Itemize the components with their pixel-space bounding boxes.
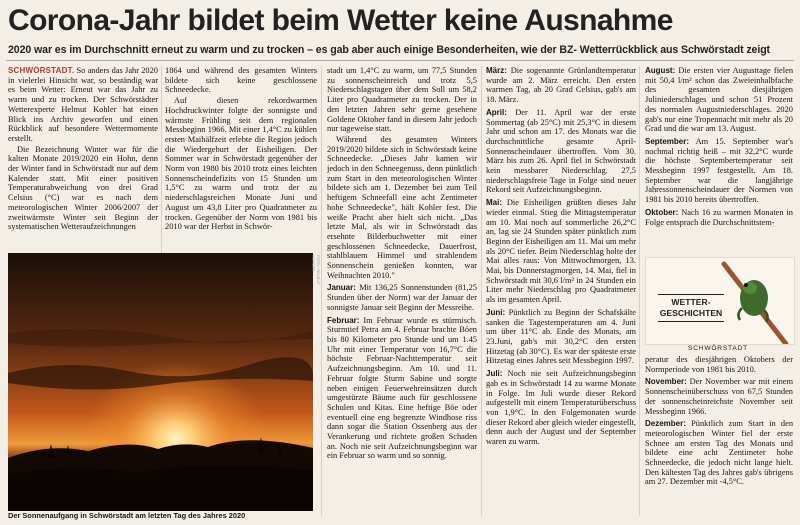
- logo-line: WETTER-: [671, 297, 711, 307]
- paragraph: stadt um 1,4°C zu warm, um 77,5 Stunden zu sonnenscheinreich und trotz 5,5 Niederschlagstagen über dem Soll um 58,2 Liter pro Quadratmeter zu trocken. Der in den letzten Jahren sehr gerne gesehene Goldene Oktober fand in diesem Jahr jedoch nur tageweise statt.: [327, 66, 477, 134]
- month-label: Oktober:: [645, 207, 679, 217]
- winter-paragraph: Die Bezeichnung Winter war für die kalten Monate 2019/2020 ein Hohn, denn der Winter fand in Schwörstadt nur auf dem Kalender statt. Mit einer positiven Temperaturabweichung von drei Grad Celsius (°C) war es nach dem meteorologischen Winter 2006/2007 der zweitwärmste Winter seit Beginn der systematischen Wetteraufzeichnungen: [8, 144, 158, 232]
- month-label: Januar:: [327, 283, 356, 293]
- sunrise-image: [8, 253, 313, 511]
- month-text: Die Eisheiligen grüßten dieses Jahr wieder einmal. Stieg die Mittagstemperatur am 10. Mai noch auf sommerliche 26,2°C an, lag sie 24 Stunden später pünktlich zum Beginn der Eisheiligen am 11. Mai um mehr als 20°C tiefer. Beim Niederschlag holte der Mai alles raus: Von Mittwochmorgen, 13. Mai, bis Donnerstagmorgen, 14. Mai, fiel in Schwörstadt mit 30,6 l/m² in 24 Stunden ein Liter mehr Niederschlag pro Quadratmeter als im gesamten April.: [486, 198, 636, 305]
- article-column-1: [8, 66, 158, 252]
- paragraph: 1864 und während des gesamten Winters bildete sich keine geschlossene Schneedecke.: [165, 66, 317, 95]
- article-column-2: [165, 66, 317, 252]
- month-text: Am 15. September war's nochmal richtig heiß – mit 32,2°C wurde die höchste Septembertemperatur seit Messbeginn 1997 festgestellt. Am 18. September war die langjährige Jahressonnenscheindauer der Normen von 1981 bis 2010 bereits übertroffen.: [645, 136, 793, 205]
- month-label: September:: [645, 136, 690, 146]
- column-divider: [481, 66, 482, 516]
- column-divider: [639, 66, 640, 516]
- month-text: Noch nie seit Aufzeichnungsbeginn gab es in Schwörstadt 14 zu warme Monate in Folge. Im Juli wurde dieser Rekord aufgestellt mit einem Temperaturüberschuss von 1,9°C. In den Folgemonaten wurde dieser Rekord aber gleich wieder eingestellt, denn auch der August und der September waren zu warm.: [486, 369, 636, 447]
- month-label: Juli:: [486, 369, 503, 379]
- month-text: Nach 16 zu warmen Monaten in Folge entsprach die Durchschnittstem-: [645, 207, 793, 227]
- month-text: Die ersten vier Augusttage fielen mit 50,4 l/m² schon das Zweieinhalbfache des gesamten diesjährigen Juliniederschlages und schon 51 Prozent des normalen Augustniederschlages. 2020 gab's nur eine Tropennacht mit mehr als 20 Grad und die war am 13. August.: [645, 66, 793, 134]
- month-label: Juni:: [486, 307, 506, 317]
- logo-location-label: SCHWÖRSTADT: [688, 345, 748, 352]
- paragraph: peratur des diesjährigen Oktobers der Normperiode von 1981 bis 2010.: [645, 355, 793, 374]
- logo-line: GESCHICHTEN: [659, 308, 723, 318]
- month-text: Die sogenannte Grünlandtemperatur wurde am 2. März erreicht. Den ersten warmen Tag, ab 20 Grad Celsius, gab's am 18. März.: [486, 66, 636, 105]
- month-label: August:: [645, 66, 676, 75]
- article-column-5: [645, 66, 793, 256]
- article-column-3: [327, 66, 477, 514]
- subheadline: 2020 war es im Durchschnitt erneut zu warm und zu trocken – es gab aber auch einige Besonderheiten, wie der BZ- Wetterrückblick aus Schwörstadt zeigt: [8, 44, 770, 56]
- month-text: Mit 136,25 Sonnenstunden (81,25 Stunden über der Norm) war der Januar der sonnigste Januar seit Beginn der Messreihe.: [327, 283, 477, 312]
- intro-paragraph: So anders das Jahr 2020 in vielerlei Hinsicht war, so beständig war es beim Wetter: Erneut war das Jahr zu warm und zu trocken. Der Schwörstädter Wetterexperte Helmut Kohler hat einen Blick ins Archiv geworfen und einen Rückblick auf besondere Wettermomente erstellt.: [8, 66, 158, 143]
- sunrise-photo: [8, 253, 313, 511]
- photo-caption: Der Sonnenaufgang in Schwörstadt am letzten Tag des Jahres 2020: [8, 511, 246, 520]
- paragraph: Auf diesen rekordwarmen Hochdruckwinter folgte der sonnigste und wärmste Frühling seit dem regionalen Messbeginn 1966. Mit einer 1,4°C zu kühlen ersten Maihälfzeit erlebte die Region jedoch die Wiedergeburt der Eisheiligen. Der Sommer war in Schwörstadt gegenüber der Norm von 1980 bis 2010 trotz eines leichten Sonnenscheindefizits von 15 Stunden um 1,5°C zu warm und trotz der zu niederschlagsreichen Monate Juni und August um 43,8 Liter pro Quadratmeter zu trocken. Gegenüber der Norm von 1981 bis 2010 war der Herbst in Schwör-: [165, 96, 317, 232]
- month-label: November:: [645, 377, 687, 387]
- headline: Corona-Jahr bildet beim Wetter keine Ausnahme: [8, 4, 673, 37]
- month-label: Februar:: [327, 315, 360, 325]
- dateline: SCHWÖRSTADT.: [8, 66, 75, 75]
- month-label: April:: [486, 107, 507, 117]
- photo-credit: FOTO: HELMUT KOHLER: [311, 255, 321, 285]
- wetter-geschichten-logo: [645, 257, 795, 345]
- month-label: Mai:: [486, 198, 502, 208]
- column-divider: [161, 66, 162, 253]
- month-text: Im Februar wurde es stürmisch. Sturmtief Petra am 4. Februar brachte Böen bis 80 Kilometer pro Stunde und um 1.45 Uhr mit einer Temperatur von 16,7°C die höchste Februar-Nachttemperatur seit Aufzeichnungsbeginn. Am 10. und 11. Februar folgte Sturm Sabine und sorgte neben einigen Feuerwehreinsätzen durch umgestürzte Bäume auch für geschlossene Schulen und Kitas. Eine heftige Böe oder eventuell eine eng begrenzte Windhose riss dann sogar die Station Ossenberg aus der Verankerung und richtete großen Schaden an. Noch nie seit Aufzeichnungsbeginn war ein Februar so warm und so sonnig.: [327, 315, 477, 461]
- article-column-5-bottom: [645, 355, 793, 520]
- month-label: Dezember:: [645, 419, 686, 429]
- month-text: Der 11. April war der erste Sommertag (ab 25°C) mit 25,3°C in diesem Jahr und schon am 17. des Monats war die durchschnittliche gesamte April-Sonnenscheindauer übertroffen. Vom 30. März bis zum 26. April fiel in Schwörstadt kein messbarer Niederschlag. 27,5 niederschlagsfreie Tage in Folge sind neuer Rekord seit Aufzeichnungsbeginn.: [486, 107, 636, 195]
- month-text: Pünktlich zum Start in den meteorologischen Winter fiel der erste Schnee am ersten Tag des Monats und bildete eine acht Zentimeter hohe Schneedecke, die jedoch nicht lange hielt. Den kältesten Tag des Jahres gab's übrigens am 27. Dezember mit -4,5°C.: [645, 419, 793, 487]
- month-text: Pünktlich zu Beginn der Schafskälte sanken die Tagestemperaturen am 4. Juni um über 11°C ab. Ende des Monats, am 23.Juni, gab's mit 30,2°C den ersten Hitzetag (ab 30°C). Es war der späteste erste Hitzetag eines Jahres seit Messbeginn 1997.: [486, 307, 636, 366]
- header-rule: [6, 60, 794, 61]
- article-column-4: [486, 66, 636, 514]
- column-divider: [321, 66, 322, 516]
- month-text: Der November war mit einem Sonnenscheinüberschuss von 67,5 Stunden der sonnenscheinreichste November seit Messbeginn 1966.: [645, 377, 793, 416]
- month-label: März:: [486, 66, 507, 75]
- paragraph: Während des gesamten Winters 2019/2020 bildete sich in Schwörstadt keine Schneedecke. „Dieses Jahr kamen wir jedoch in den Schneegenuss, denn pünktlich zum Start in den meteorologischen Winter bildete sich am 1. Dezember bei zum Teil heftigem Schneefall eine acht Zentimeter hohe Schneedecke", hält Kohler fest. Die weiße Pracht aber hielt sich nicht. „Das letzte Mal, als wir in Schwörstadt das ersehnte Bilderbuchwetter mit einer geschlossenen Schneedecke, Dauerfrost, stahlblauem Himmel und strahlendem Sonnenschein genießen konnten, war Weihnachten 2010.": [327, 134, 477, 280]
- logo-text: [658, 294, 724, 322]
